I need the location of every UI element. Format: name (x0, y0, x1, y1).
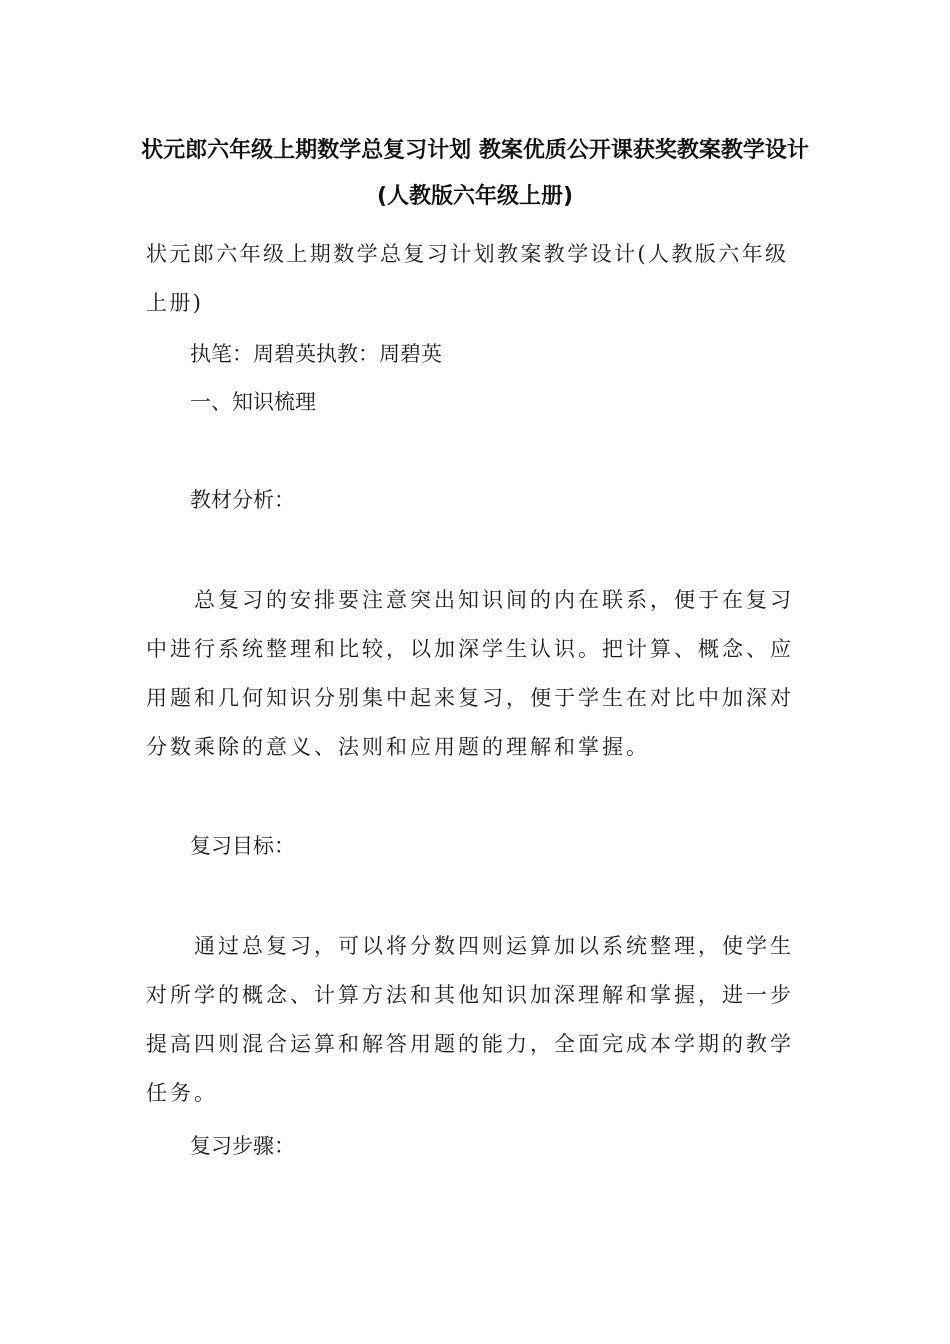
author-line: 执笔：周碧英执教：周碧英 (190, 342, 442, 366)
document-subtitle: 状元郎六年级上期数学总复习计划教案教学设计(人教版六年级上册) (146, 242, 789, 315)
goal-label: 复习目标： (190, 834, 295, 858)
goal-paragraph: 通过总复习，可以将分数四则运算加以系统整理，使学生对所学的概念、计算方法和其他知识加深理解和掌握，进一步提高四则混合运算和解答用题的能力，全面完成本学期的教学任务。 (146, 934, 794, 1105)
document-title: 状元郎六年级上期数学总复习计划 教案优质公开课获奖教案教学设计(人教版六年级上册) (141, 138, 809, 209)
section-heading-knowledge: 一、知识梳理 (190, 390, 316, 414)
analysis-paragraph: 总复习的安排要注意突出知识间的内在联系，便于在复习中进行系统整理和比较，以加深学生认识。把计算、概念、应用题和几何知识分别集中起来复习，便于学生在对比中加深对分数乘除的意义、法则和应用题的理解和掌握。 (146, 588, 794, 759)
analysis-label: 教材分析： (190, 488, 295, 512)
steps-label: 复习步骤： (190, 1134, 295, 1158)
